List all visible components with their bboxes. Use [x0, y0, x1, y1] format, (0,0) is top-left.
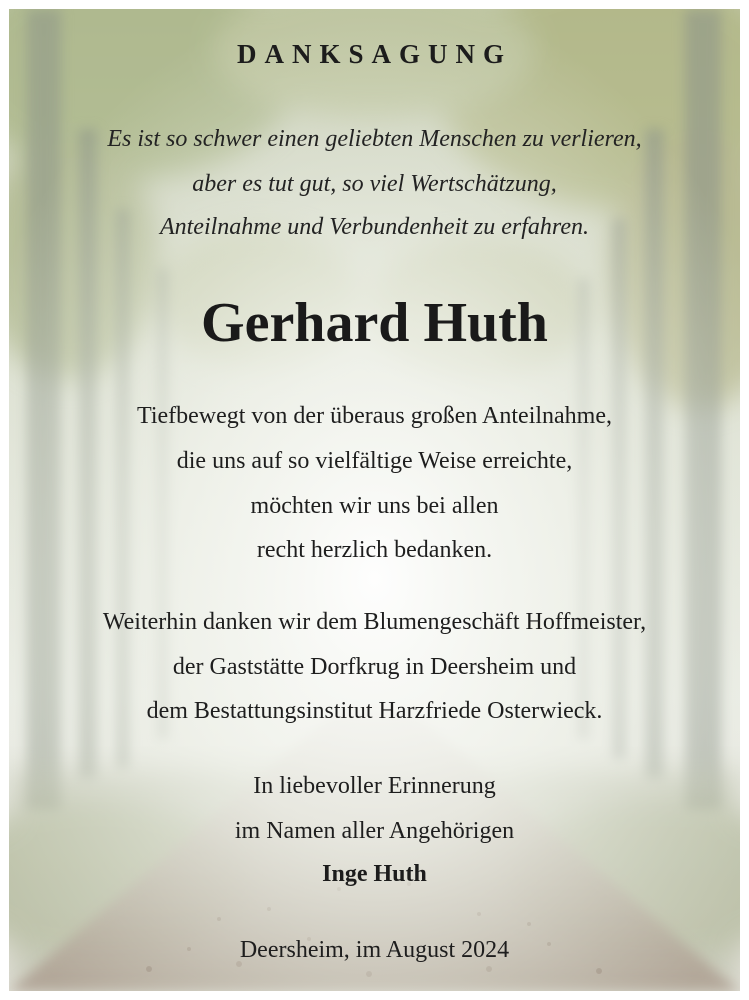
place-date: Deersheim, im August 2024 — [239, 937, 510, 963]
further-thanks-line: dem Bestattungsinstitut Harzfriede Osterwieck. — [146, 698, 603, 724]
heading: DANKSAGUNG — [236, 39, 512, 69]
thanks-line: möchten wir uns bei allen — [250, 493, 499, 519]
verse-line: aber es tut gut, so viel Wertschätzung, — [192, 171, 557, 197]
obituary-card — [9, 9, 740, 991]
verse-line: Anteilnahme und Verbundenheit zu erfahren. — [159, 214, 590, 240]
notice-text — [9, 9, 740, 991]
thanks-line: die uns auf so vielfältige Weise erreichte, — [176, 448, 573, 474]
further-thanks-line: Weiterhin danken wir dem Blumengeschäft Hoffmeister, — [102, 609, 647, 635]
closing-line: In liebevoller Erinnerung — [253, 773, 496, 799]
thanks-line: Tiefbewegt von der überaus großen Anteilnahme, — [137, 403, 612, 429]
further-thanks-line: der Gaststätte Dorfkrug in Deersheim und — [172, 654, 577, 680]
signature: Inge Huth — [322, 861, 427, 887]
closing-line: im Namen aller Angehörigen — [234, 818, 515, 844]
thanks-line: recht herzlich bedanken. — [256, 537, 493, 563]
deceased-name: Gerhard Huth — [201, 292, 548, 354]
verse-line: Es ist so schwer einen geliebten Menschen zu verlieren, — [107, 126, 642, 152]
